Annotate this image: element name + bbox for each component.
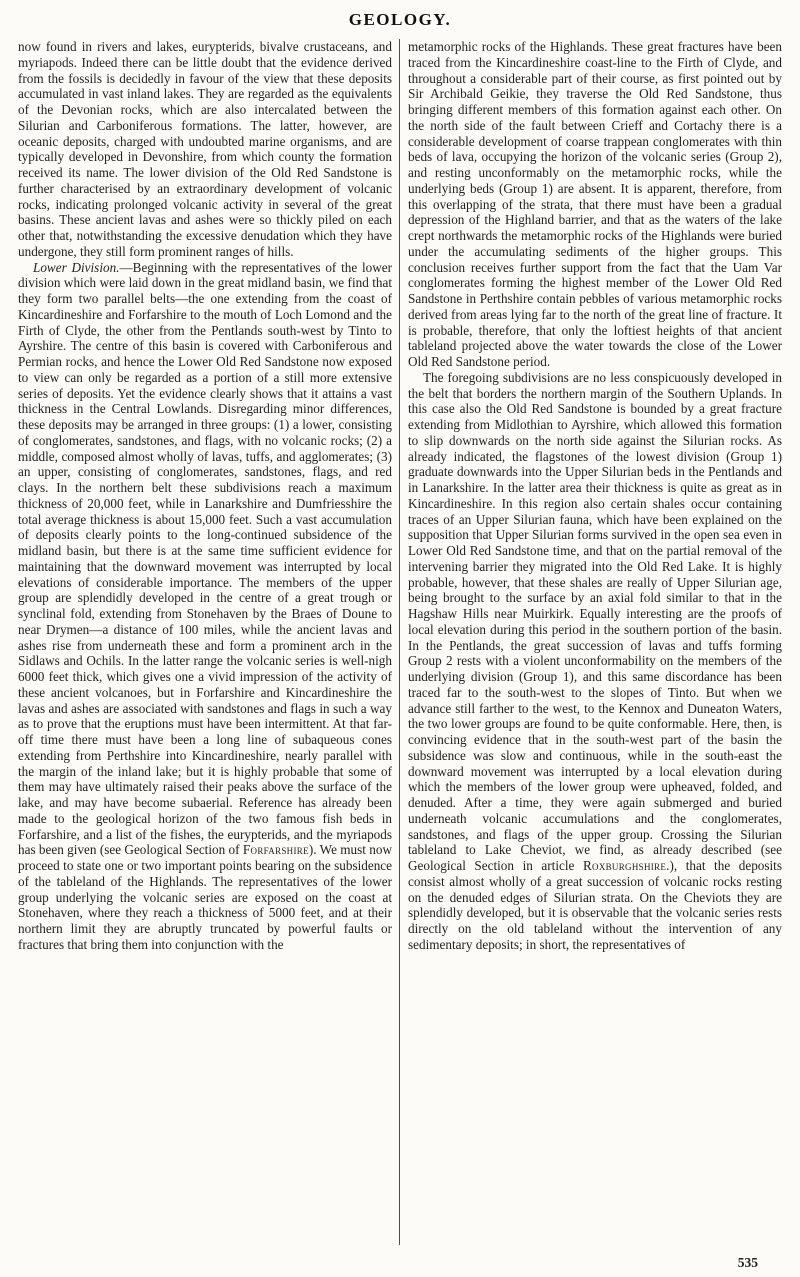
smallcaps-article-reference: Roxburghshire <box>582 858 667 873</box>
paragraph <box>408 370 782 953</box>
paragraph-text: The foregoing subdivisions are no less conspicuously developed in the belt that borders the northern margin of the Southern Uplands. In this case also the Old Red Sandstone is bounded by a great fracture extending from Midlothian to Ayrshire, which allowed this formation to slip downwards on the north side against the Silurian rocks. As already indicated, the flagstones of the lowest division (Group 1) graduate downwards into the Upper Silurian beds in the Pentlands and in Lanarkshire. In the latter area their thickness is quite as great as in Kincardineshire. In this region also certain shales occur containing traces of an Upper Silurian fauna, which have been explained on the supposition that Upper Silurian forms survived in the open sea even in Lower Old Red Sandstone time, and that on the partial removal of the intervening barrier they migrated into the Old Red Lake. It is highly probable, however, that these shales are really of Upper Silurian age, being brought to the surface by an axial fold similar to that in the Hagshaw Hills near Muirkirk. Equally interesting are the proofs of local elevation during this period in the southern portion of the basin. In the Pentlands, the great succession of lavas and tuffs forming Group 2 rests with a violent unconformability on the members of the underlying division (Group 1), and this same discordance has been traced far to the south-west to the slopes of Tinto. But when we advance still farther to the west, to the Kennox and Duneaton Waters, the two lower groups are found to be quite conformable. Here, then, is convincing evidence that in the south-west part of the basin the subsidence was slow and continuous, while in the south-east the downward movement was interrupted by a local elevation during which the members of the lower group were upheaved, folded, and denuded. After a time, they were again submerged and buried underneath volcanic accumulations and the conglomerates, sandstones, and flags of the upper group. Crossing the Silurian tableland to Lake Cheviot, we find, as already described (see Geological Section in article <box>408 369 782 873</box>
page-number: 535 <box>737 1255 758 1270</box>
smallcaps-article-reference: Forfarshire <box>242 842 309 858</box>
right-column <box>400 39 782 1245</box>
paragraph-text: .), that the deposits consist almost wholly of a great succession of volcanic rocks resting on the denuded edges of Silurian strata. On the Cheviots they are splendidly developed, but it is observable that the volcanic series rests directly on the old tableland without the intervention of any sedimentary deposits; in short, the representatives of <box>408 858 782 952</box>
left-column <box>18 39 399 1245</box>
paragraph-text: ). We must now proceed to state one or two important points bearing on the subsidence of the tableland of the Highlands. The representatives of the lower group underlying the volcanic series are exposed on the coast at Stonehaven, where they reach a thickness of 5000 feet, and at their northern limit they are abruptly truncated by powerful faults or fractures that bring them into conjunction with the <box>18 842 392 952</box>
paragraph <box>408 39 782 370</box>
paragraph-text: now found in rivers and lakes, eurypterids, bivalve crustaceans, and myriapods. Indeed there can be little doubt that the evidence derived from the fossils is decidedly in favour of the view that these deposits accumulated in vast inland lakes. They are regarded as the equivalents of the Devonian rocks, which are also intercalated between the Silurian and Carboniferous formations. The latter, however, are oceanic deposits, charged with undoubted marine organisms, and are typically developed in Devonshire, from which county the formation received its name. The lower division of the Old Red Sandstone is further characterised by an extraordinary development of volcanic rocks, indicating prolonged volcanic activity in several of the great basins. These ancient lavas and ashes were so thickly piled on each other that, notwithstanding the excessive denudation which they have undergone, they still form prominent ranges of hills. <box>18 39 392 259</box>
paragraph <box>18 260 392 953</box>
page-title: GEOLOGY. <box>348 10 452 29</box>
paragraph <box>18 39 392 260</box>
paragraph-text: —Beginning with the representatives of the lower division which were laid down in the great midland basin, we find that they form two parallel belts—the one extending from the coast of Kincardineshire and Forfarshire to the mouth of Loch Lomond and the Firth of Clyde, the other from the Pentlands south-west by Tinto to Ayrshire. The centre of this basin is covered with Carboniferous and Permian rocks, and hence the Lower Old Red Sandstone now exposed to view can only be regarded as a portion of a still more extensive series of deposits. Yet the evidence clearly shows that it attains a vast thickness in the Central Lowlands. Disregarding minor differences, these deposits may be arranged in three groups: (1) a lower, consisting of conglomerates, sandstones, and flags, with no volcanic rocks; (2) a middle, composed almost wholly of lavas, tuffs, and agglomerates; (3) an upper, consisting of conglomerates, sandstones, flags, and red clays. In the northern belt these subdivisions reach a maximum thickness of 20,000 feet, while in Lanarkshire and Dumfriesshire the total average thickness is about 15,000 feet. Such a vast accumulation of deposits clearly points to the long-continued subsidence of the midland basin, but there is at the same time sufficient evidence for maintaining that the downward movement was interrupted by local elevations of considerable importance. The members of the upper group are splendidly developed in the centre of a great trough or synclinal fold, extending from Stonehaven by the Braes of Doune to near Drymen—a distance of 100 miles, while the ancient lavas and ashes rise from underneath these and form a prominent arch in the Sidlaws and Ochils. In the latter range the volcanic series is well-nigh 6000 feet thick, which gives one a vivid impression of the activity of these ancient volcanoes, but in Forfarshire and Kincardineshire the lavas and ashes are associated with sandstones and flags in such a way as to prove that the eruptions must have been intermittent. At that far-off time there must have been a long line of subaqueous cones extending from Perthshire into Kincardineshire, nearly parallel with the margin of the inland lake; but it is highly probable that some of them may have ultimately raised their peaks above the surface of the lake, and may have become subaerial. Reference has already been made to the geological horizon of the two famous fish beds in Forfarshire, and a list of the fishes, the eurypterids, and the myriapods has been given (see Geological Section of <box>18 259 392 858</box>
paragraph-text: metamorphic rocks of the Highlands. These great fractures have been traced from the Kincardineshire coast-line to the Firth of Clyde, and throughout a considerable part of their course, as first pointed out by Sir Archibald Geikie, they traverse the Old Red Sandstone, thus bringing different members of this formation against each other. On the north side of the fault between Crieff and Cortachy there is a considerable development of coarse trappean conglomerates with thin beds of lava, occupying the horizon of the volcanic series (Group 2), and resting unconformably on the metamorphic rocks, while the underlying beds (Group 1) are absent. It is apparent, therefore, from this overlapping of the strata, that there must have been a gradual depression of the Highland barrier, and that as the waters of the lake crept northwards the metamorphic rocks of the Highlands were buried under the accumulating sediments of the higher groups. This conclusion receives further support from the fact that the Uam Var conglomerates forming the highest member of the Lower Old Red Sandstone in Perthshire contain pebbles of various metamorphic rocks derived from areas lying far to the north of the great line of fracture. It is probable, therefore, that only the loftiest heights of that ancient tableland projected above the water towards the close of the Lower Old Red Sandstone period. <box>408 39 782 369</box>
paragraph-lead-italic: Lower Division. <box>33 259 120 275</box>
text-columns <box>18 39 782 1245</box>
